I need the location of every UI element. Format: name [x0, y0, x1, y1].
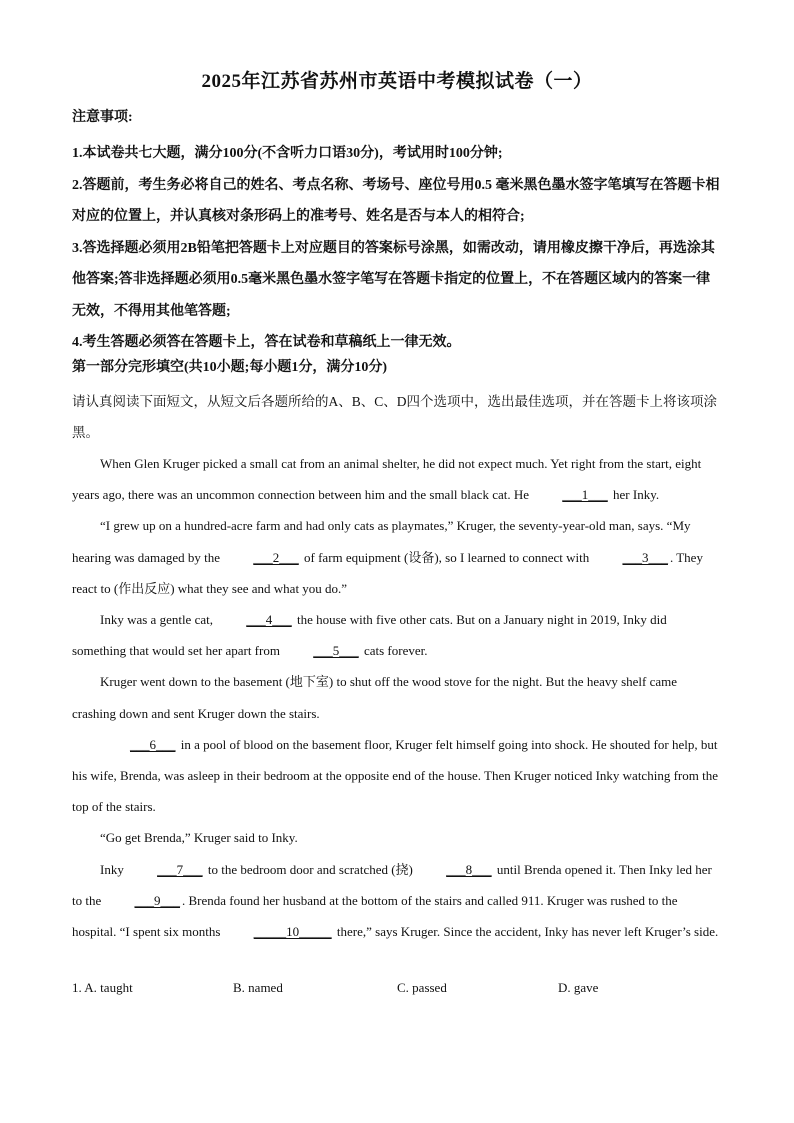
- passage-paragraph-7: Inky ___7___ to the bedroom door and scratched (挠) ___8___ until Brenda opened it. Then Inky led her to the ___9___ . Brenda found her husband at the bottom of the stairs and called 911. Kruger was rushed to the hospital. “I spent six months _____10_____ there,” says Kruger. Since the accident, Inky has never left Kruger’s side.: [72, 854, 722, 948]
- blank-9: ___9___: [134, 892, 180, 908]
- question-1-options: [72, 980, 722, 1004]
- question-1-option-c[interactable]: C. passed: [397, 980, 447, 995]
- notice-heading: 注意事项:: [72, 110, 133, 125]
- passage-paragraph-3: Inky was a gentle cat, ___4___ the house with five other cats. But on a January night in 2019, Inky did something that would set her apart from ___5___ cats forever.: [72, 604, 722, 666]
- blank-6: ___6___: [130, 736, 176, 752]
- passage-paragraph-5: ___6___ in a pool of blood on the basement floor, Kruger felt himself going into shock. He shouted for help, but his wife, Brenda, was asleep in their bedroom at the opposite end of the house. Then Kruger noticed Inky watching from the top of the stairs.: [72, 729, 722, 823]
- part-one-instructions: 请认真阅读下面短文，从短文后各题所给的A、B、C、D四个选项中，选出最佳选项，并在答题卡上将该项涂黑。: [72, 394, 718, 440]
- blank-4: ___4___: [246, 612, 292, 628]
- blank-10: _____10_____: [253, 924, 332, 940]
- notice-list: [72, 138, 722, 359]
- blank-5: ___5___: [313, 643, 359, 659]
- passage-paragraph-2: “I grew up on a hundred-acre farm and had only cats as playmates,” Kruger, the seventy-year-old man, says. “My hearing was damaged by the ___2___ of farm equipment (设备), so I learned to connect with ___3___ . They react to (作出反应) what they see and what you do.”: [72, 518, 703, 596]
- passage-paragraph-1: When Glen Kruger picked a small cat from an animal shelter, he did not expect much. Yet right from the start, eight years ago, there was an uncommon connection between him and the small black cat. He ___1___ her Inky.: [72, 448, 722, 510]
- question-1-option-d[interactable]: D. gave: [558, 980, 599, 995]
- notice-item-1: 1.本试卷共七大题，满分100分(不含听力口语30分)，考试用时100分钟;: [72, 146, 503, 161]
- blank-8: ___8___: [446, 861, 492, 877]
- passage-paragraph-4: Kruger went down to the basement (地下室) to shut off the wood stove for the night. But the heavy shelf came crashing down and sent Kruger down the stairs.: [72, 674, 678, 721]
- blank-3: ___3___: [622, 549, 668, 565]
- blank-2: ___2___: [253, 549, 299, 565]
- question-1-option-a[interactable]: 1. A. taught: [72, 980, 133, 995]
- exam-title: 2025年江苏省苏州市英语中考模拟试卷（一）: [201, 71, 593, 92]
- blank-1: ___1___: [562, 487, 608, 503]
- passage-paragraph-6: “Go get Brenda,” Kruger said to Inky.: [100, 830, 298, 846]
- question-1-option-b[interactable]: B. named: [233, 980, 283, 995]
- notice-item-2: 2.答题前，考生务必将自己的姓名、考点名称、考场号、座位号用0.5 毫米黑色墨水签字笔填写在答题卡相对应的位置上，并认真核对条形码上的准考号、姓名是否与本人的相符合;: [72, 177, 720, 224]
- notice-item-3: 3.答选择题必须用2B铅笔把答题卡上对应题目的答案标号涂黑，如需改动，请用橡皮擦干净后，再选涂其他答案;答非选择题必须用0.5毫米黑色墨水签字笔写在答题卡指定的位置上，不在答题区域内的答案一律无效，不得用其他笔答题;: [72, 240, 715, 319]
- part-one-title: 第一部分完形填空(共10小题;每小题1分，满分10分): [72, 360, 387, 375]
- cloze-passage: [72, 448, 722, 947]
- notice-item-4: 4.考生答题必须答在答题卡上，答在试卷和草稿纸上一律无效。: [72, 335, 461, 350]
- blank-7: ___7___: [157, 861, 203, 877]
